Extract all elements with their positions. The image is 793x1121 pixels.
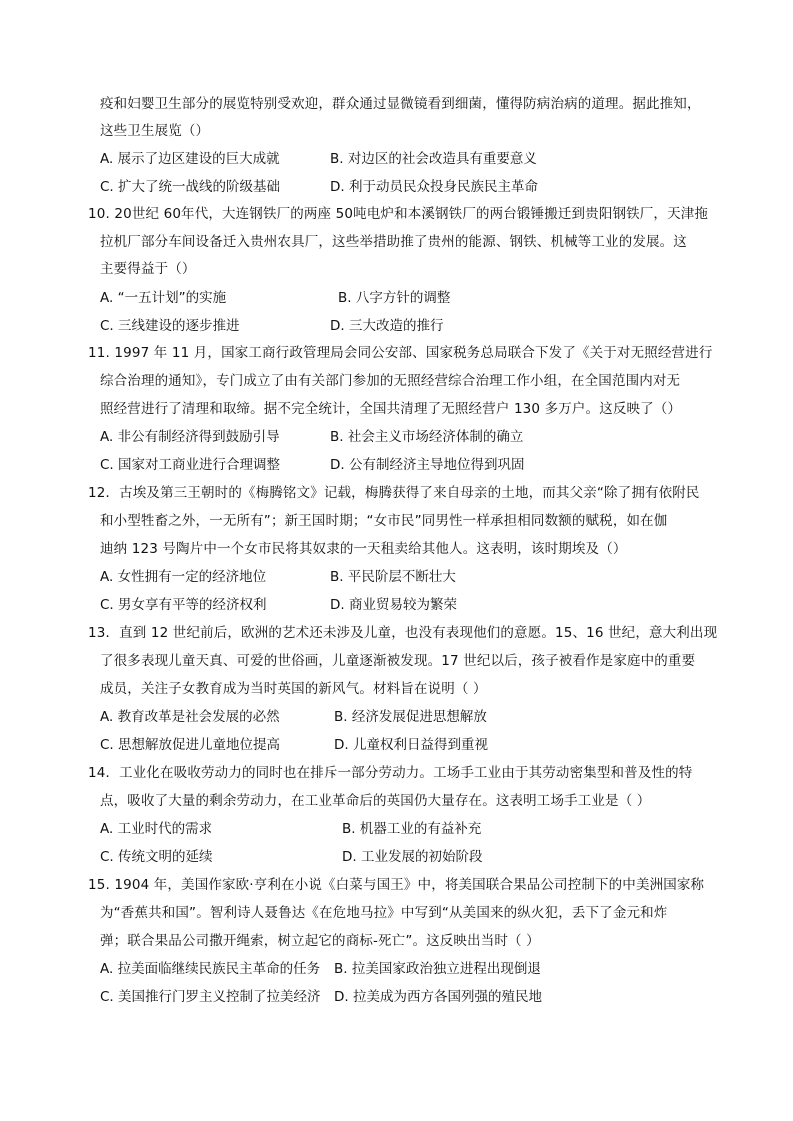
q12-option-d: D. 商业贸易较为繁荣 xyxy=(330,597,457,613)
q13-option-d: D. 儿童权利日益得到重视 xyxy=(334,737,488,753)
q15-option-a: A. 拉美面临继续民族民主革命的任务 xyxy=(100,961,321,977)
q11-option-b: B. 社会主义市场经济体制的确立 xyxy=(330,429,524,445)
q10-stem-line-1: 10. 20世纪 60年代，大连钢铁厂的两座 50吨电炉和本溪钢铁厂的两台锻锤搬迁到贵阳钢铁厂，天津拖 xyxy=(88,206,709,222)
q13-stem-line-2: 了很多表现儿童天真、可爱的世俗画，儿童逐渐被发现。17 世纪以后，孩子被看作是家庭中的重要 xyxy=(100,653,696,669)
q14-option-a: A. 工业时代的需求 xyxy=(100,821,213,837)
q9-stem-line-1: 疫和妇婴卫生部分的展览特别受欢迎，群众通过显微镜看到细菌，懂得防病治病的道理。据此推知， xyxy=(100,96,701,112)
q10-stem-line-2: 拉机厂部分车间设备迁入贵州农具厂，这些举措助推了贵州的能源、钢铁、机械等工业的发展。这 xyxy=(100,234,687,250)
q15-stem-line-2: 为“香蕉共和国”。智利诗人聂鲁达《在危地马拉》中写到“从美国来的纵火犯，丢下了金元和炸 xyxy=(100,905,668,921)
q11-stem-line-2: 综合治理的通知》，专门成立了由有关部门参加的无照经营综合治理工作小组，在全国范围内对无 xyxy=(100,373,681,389)
q10-option-d: D. 三大改造的推行 xyxy=(330,318,444,334)
q10-option-b: B. 八字方针的调整 xyxy=(338,290,451,306)
q11-option-c: C. 国家对工商业进行合理调整 xyxy=(100,457,281,473)
q15-option-b: B. 拉美国家政治独立进程出现倒退 xyxy=(334,961,541,977)
q11-option-a: A. 非公有制经济得到鼓励引导 xyxy=(100,429,280,445)
q10-option-c: C. 三线建设的逐步推进 xyxy=(100,318,240,334)
q13-stem-line-3: 成员，关注子女教育成为当时英国的新风气。材料旨在说明（ ） xyxy=(100,681,487,697)
q12-option-c: C. 男女享有平等的经济权利 xyxy=(100,597,267,613)
q11-option-d: D. 公有制经济主导地位得到巩固 xyxy=(330,457,525,473)
q9-option-b: B. 对边区的社会改造具有重要意义 xyxy=(330,151,537,167)
q12-option-a: A. 女性拥有一定的经济地位 xyxy=(100,569,267,585)
q9-option-d: D. 利于动员民众投身民族民主革命 xyxy=(330,179,538,195)
q9-option-a: A. 展示了边区建设的巨大成就 xyxy=(100,151,280,167)
q9-stem-line-2: 这些卫生展览（） xyxy=(100,123,210,139)
q15-option-d: D. 拉美成为西方各国列强的殖民地 xyxy=(334,989,542,1005)
q14-option-c: C. 传统文明的延续 xyxy=(100,849,213,865)
q14-stem-line-1: 14．工业化在吸收劳动力的同时也在排斥一部分劳动力。工场手工业由于其劳动密集型和普及性的特 xyxy=(88,765,693,781)
q12-stem-line-3: 迪纳 123 号陶片中一个女市民将其奴隶的一天租卖给其他人。这表明，该时期埃及（） xyxy=(100,541,627,557)
q12-stem-line-2: 和小型牲畜之外，一无所有”；新王国时期；“女市民”同男性一样承担相同数额的赋税，如在伽 xyxy=(100,513,668,529)
q14-stem-line-2: 点，吸收了大量的剩余劳动力，在工业革命后的英国仍大量存在。这表明工场手工业是（ ） xyxy=(100,793,651,809)
q13-stem-line-1: 13．直到 12 世纪前后，欧洲的艺术还未涉及儿童，也没有表现他们的意愿。15、16 世纪，意大利出现 xyxy=(88,625,718,641)
q14-option-d: D. 工业发展的初始阶段 xyxy=(342,849,483,865)
q10-stem-line-3: 主要得益于（） xyxy=(100,261,196,277)
q13-option-b: B. 经济发展促进思想解放 xyxy=(334,709,487,725)
q13-option-a: A. 教育改革是社会发展的必然 xyxy=(100,709,280,725)
q10-option-a: A. “一五计划”的实施 xyxy=(100,290,227,306)
q11-stem-line-3: 照经营进行了清理和取缔。据不完全统计，全国共清理了无照经营户 130 多万户。这反映了（） xyxy=(100,401,682,417)
q15-stem-line-3: 弹；联合果品公司撒开绳索，树立起它的商标-死亡”。这反映出当时（ ） xyxy=(100,933,540,949)
q15-option-c: C. 美国推行门罗主义控制了拉美经济 xyxy=(100,989,321,1005)
q15-stem-line-1: 15. 1904 年，美国作家欧·亨利在小说《白菜与国王》中，将美国联合果品公司控制下的中美洲国家称 xyxy=(88,877,705,893)
q9-option-c: C. 扩大了统一战线的阶级基础 xyxy=(100,179,281,195)
q14-option-b: B. 机器工业的有益补充 xyxy=(342,821,482,837)
q12-stem-line-1: 12．古埃及第三王朝时的《梅腾铭文》记载，梅腾获得了来自母亲的土地，而其父亲“除了拥有依附民 xyxy=(88,485,700,501)
q13-option-c: C. 思想解放促进儿童地位提高 xyxy=(100,737,281,753)
q12-option-b: B. 平民阶层不断壮大 xyxy=(330,569,456,585)
q11-stem-line-1: 11. 1997 年 11 月，国家工商行政管理局会同公安部、国家税务总局联合下发了《关于对无照经营进行 xyxy=(88,345,713,361)
